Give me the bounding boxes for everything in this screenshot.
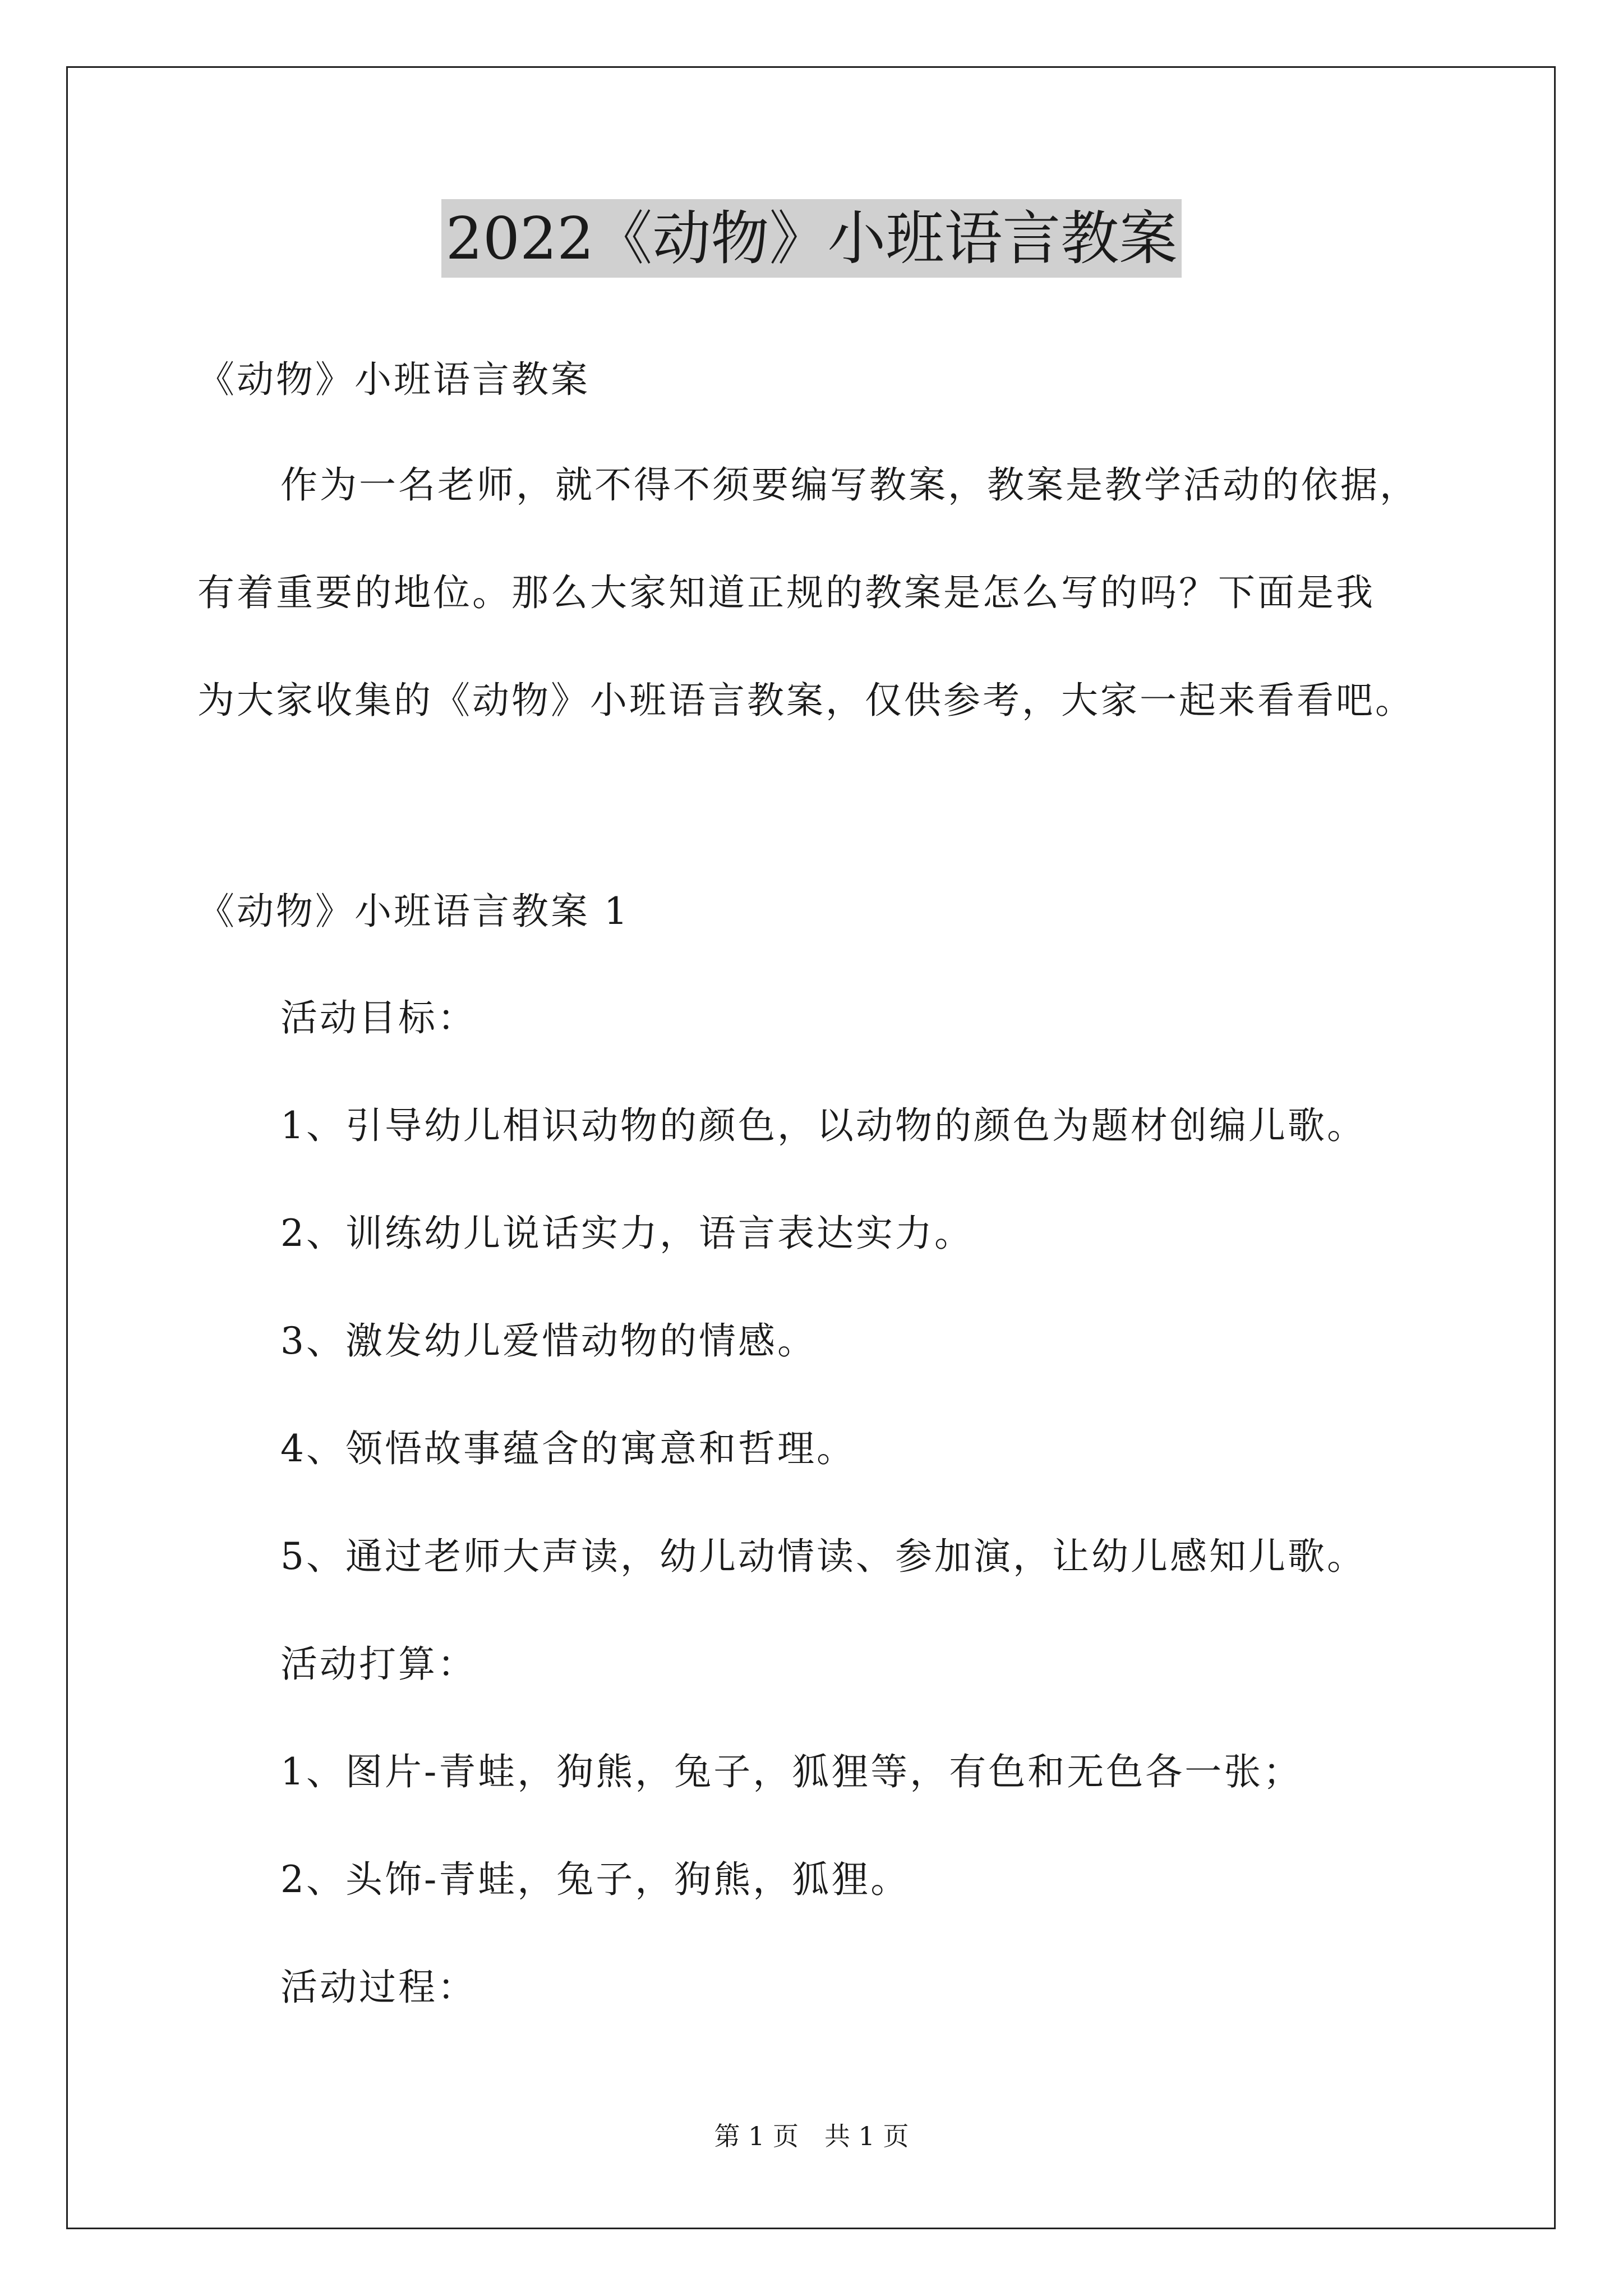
- process-heading: 活动过程：: [280, 1966, 477, 2009]
- goal-item-4: 4、领悟故事蕴含的寓意和哲理。: [280, 1427, 856, 1470]
- intro-line-3: 为大家收集的《动物》小班语言教案，仅供参考，大家一起来看看吧。: [197, 679, 1414, 722]
- prep-item-2: 2、头饰-青蛙，兔子，狗熊，狐狸。: [280, 1858, 910, 1901]
- goal-item-2: 2、训练幼儿说话实力，语言表达实力。: [280, 1212, 974, 1255]
- goal-item-1: 1、引导幼儿相识动物的颜色，以动物的颜色为题材创编儿歌。: [280, 1104, 1366, 1147]
- goal-item-3: 3、激发幼儿爱惜动物的情感。: [280, 1319, 817, 1363]
- document-title: 2022《动物》小班语言教案: [441, 199, 1182, 278]
- section-heading: 《动物》小班语言教案 1: [197, 890, 630, 933]
- intro-line-2: 有着重要的地位。那么大家知道正规的教案是怎么写的吗？下面是我: [197, 571, 1375, 614]
- document-title-wrap: [0, 199, 1623, 278]
- intro-line-1: 作为一名老师，就不得不须要编写教案，教案是教学活动的依据，: [280, 463, 1419, 507]
- prep-item-1: 1、图片-青蛙，狗熊，兔子，狐狸等，有色和无色各一张；: [280, 1750, 1303, 1793]
- page-footer: 第 1 页 共 1 页: [714, 2121, 909, 2151]
- subtitle: 《动物》小班语言教案: [197, 358, 590, 401]
- goals-heading: 活动目标：: [280, 996, 477, 1039]
- goal-item-5: 5、通过老师大声读，幼儿动情读、参加演，让幼儿感知儿歌。: [280, 1535, 1366, 1578]
- prep-heading: 活动打算：: [280, 1642, 477, 1686]
